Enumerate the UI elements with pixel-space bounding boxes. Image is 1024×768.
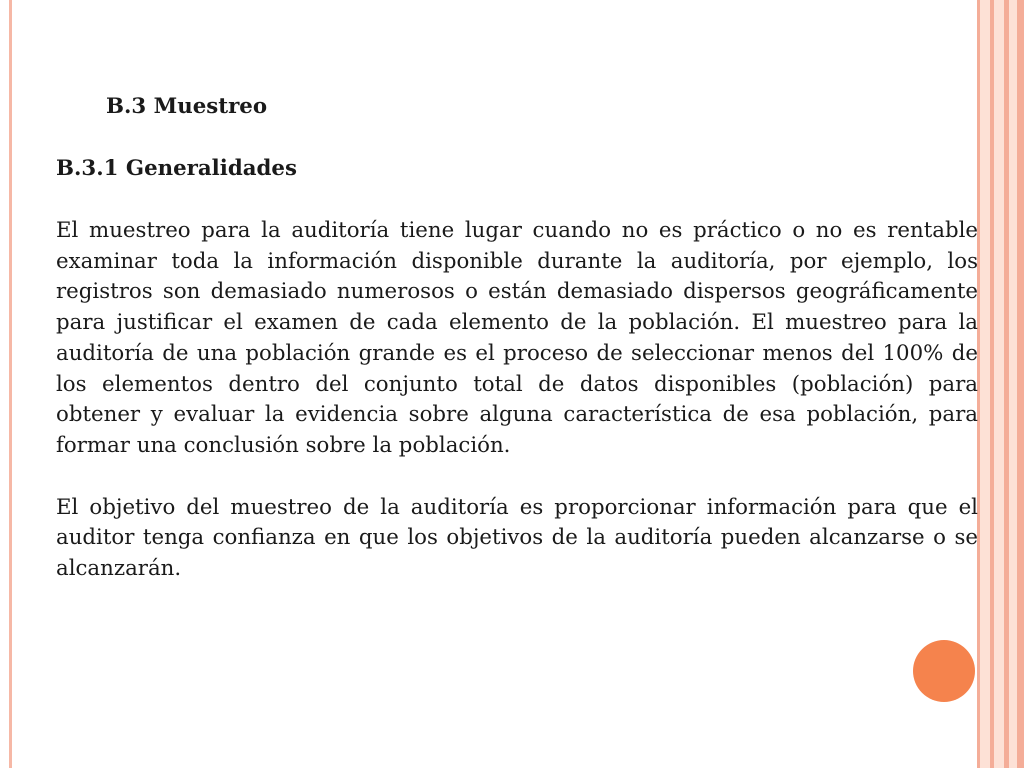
orange-circle-decoration — [913, 640, 975, 702]
section-heading: B.3 Muestreo — [106, 94, 268, 119]
left-border-decoration — [9, 0, 12, 768]
body-paragraph-1: El muestreo para la auditoría tiene lugar cuando no es práctico o no es rentable examinar toda la información disponible durante la auditoría, por ejemplo, los registros son demasiado numerosos o están demasiado dispersos geográficamente para justificar el examen de cada elemento de la población. El muestreo para la auditoría de una población grande es el proceso de seleccionar menos del 100% de los elementos dentro del conjunto total de datos disponibles (población) para obtener y evaluar la evidencia sobre alguna característica de esa población, para formar una conclusión sobre la población. — [56, 218, 978, 458]
slide-content — [56, 92, 978, 585]
subsection-heading: B.3.1 Generalidades — [56, 156, 297, 181]
right-border-line-decoration — [990, 0, 994, 768]
right-border-line-decoration — [1004, 0, 1009, 768]
right-border-line-decoration — [1017, 0, 1024, 768]
body-paragraph-2: El objetivo del muestreo de la auditoría es proporcionar información para que el auditor tenga confianza en que los objetivos de la auditoría pueden alcanzarse o se alcanzarán. — [56, 494, 978, 582]
